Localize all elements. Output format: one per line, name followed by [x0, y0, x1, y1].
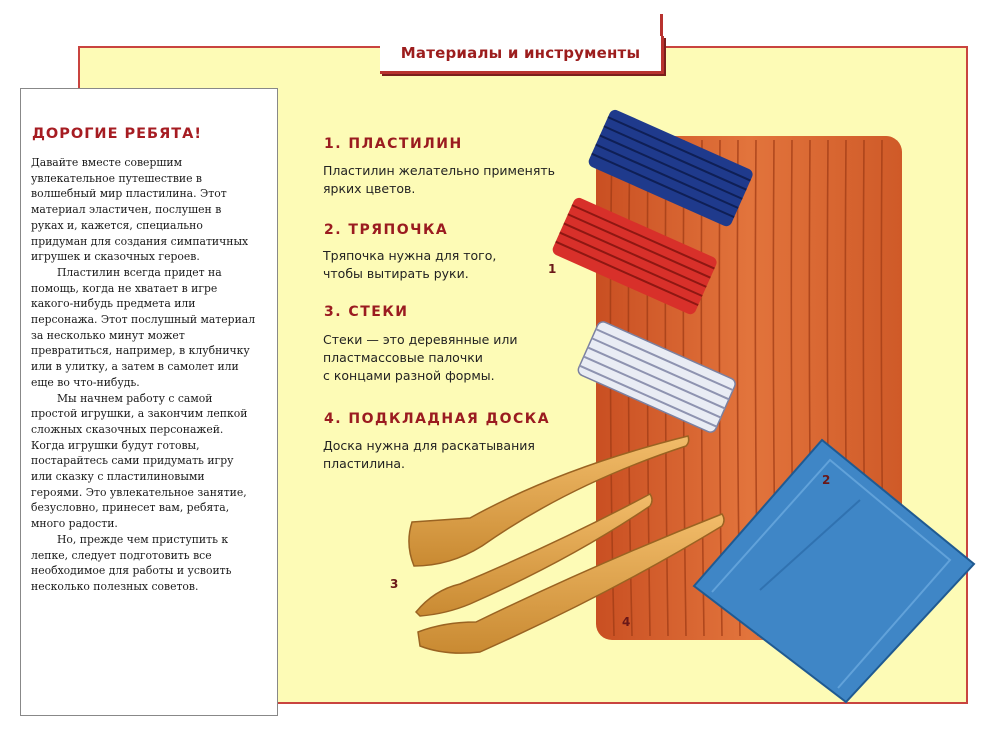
material-description: Тряпочка нужна для того, чтобы вытирать руки.: [323, 248, 497, 281]
material-title: 3. СТЕКИ: [324, 304, 409, 320]
material-description: Пластилин желательно применять ярких цветов.: [323, 163, 556, 196]
callout-stacks: 3: [390, 577, 399, 591]
callout-cloth: 2: [822, 473, 831, 487]
material-description: Стеки — это деревянные или пластмассовые палочки с концами разной формы.: [323, 332, 518, 383]
material-title: 4. ПОДКЛАДНАЯ ДОСКА: [324, 411, 551, 427]
intro-paragraph: Пластилин всегда придет на помощь, когда не хватает в игре какого-нибудь предмета или персонажа. Этот послушный материал за несколько минут может превратиться, например, в клубничку или в улитку, а затем в самолет или еще во что-нибудь.: [31, 265, 256, 389]
section-title: Материалы и инструменты: [400, 44, 641, 62]
callout-board: 4: [622, 615, 631, 629]
intro-paragraph: Но, прежде чем приступить к лепке, следует подготовить все необходимое для работы и усвоить несколько полезных советов.: [31, 532, 232, 593]
material-description: Доска нужна для раскатывания пластилина.: [323, 438, 535, 471]
callout-plasticine: 1: [548, 262, 557, 276]
material-title: 2. ТРЯПОЧКА: [324, 222, 449, 238]
intro-paragraph: Мы начнем работу с самой простой игрушки, а закончим лепкой сложных сказочных персонажей. Когда игрушки будут готовы, постарайтесь сами придумать игру или сказку с пластилиновыми героями. Это увлекательное занятие, безусловно, принесет вам, ребята, много радости.: [31, 391, 248, 531]
material-title: 1. ПЛАСТИЛИН: [324, 136, 463, 152]
intro-heading: ДОРОГИЕ РЕБЯТА!: [32, 126, 202, 142]
intro-paragraph: Давайте вместе совершим увлекательное путешествие в волшебный мир пластилина. Этот материал эластичен, послушен в руках и, кажется, специально придуман для создания симпатичных игрушек и сказочных героев.: [31, 156, 249, 264]
